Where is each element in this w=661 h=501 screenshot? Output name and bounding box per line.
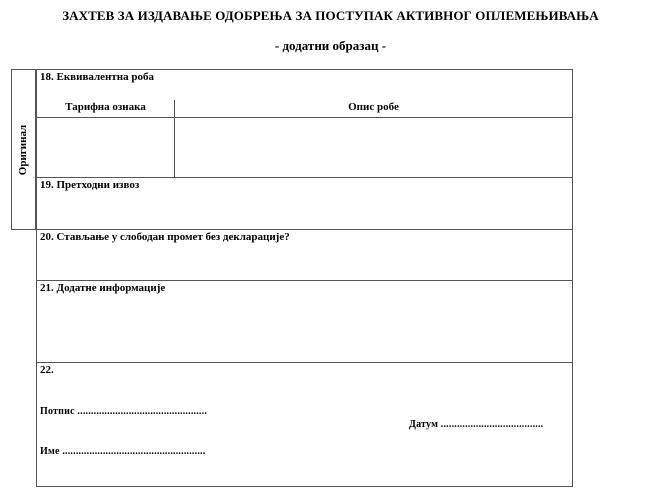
date-field[interactable]: Датум ...................................... <box>409 419 544 430</box>
section-21-label: 21. Додатне информације <box>40 282 166 294</box>
signature-field[interactable]: Потпис ................................................ <box>40 406 208 417</box>
section-20-bottom-rule <box>37 280 573 281</box>
tariff-code-cell[interactable] <box>37 118 174 177</box>
section-22-label: 22. <box>40 364 54 376</box>
form-subtitle: - додатни образац - <box>274 38 387 53</box>
tariff-column-header: Тарифна ознака <box>65 101 146 113</box>
prior-export-field[interactable] <box>37 192 572 228</box>
form-title: ЗАХТЕВ ЗА ИЗДАВАЊЕ ОДОБРЕЊА ЗА ПОСТУПАК АКТИВНОГ ОПЛЕМЕЊИВАЊА <box>62 8 599 23</box>
section-19-bottom-rule <box>11 229 573 230</box>
section-18-bottom-rule <box>37 177 572 178</box>
free-circulation-field[interactable] <box>37 245 572 279</box>
name-field[interactable]: Име ..................................................... <box>40 446 206 457</box>
section-19-label: 19. Претходни извоз <box>40 179 140 191</box>
original-side-label: Оригинал <box>17 124 30 175</box>
description-column-header: Опис робе <box>348 101 399 113</box>
goods-description-cell[interactable] <box>175 118 572 177</box>
original-side-label-wrap <box>11 69 36 230</box>
section-21-bottom-rule <box>37 362 573 363</box>
additional-info-field[interactable] <box>37 296 572 361</box>
section-18-label: 18. Еквивалентна роба <box>40 71 154 83</box>
section-20-label: 20. Стављање у слободан промет без декларације? <box>40 231 290 243</box>
